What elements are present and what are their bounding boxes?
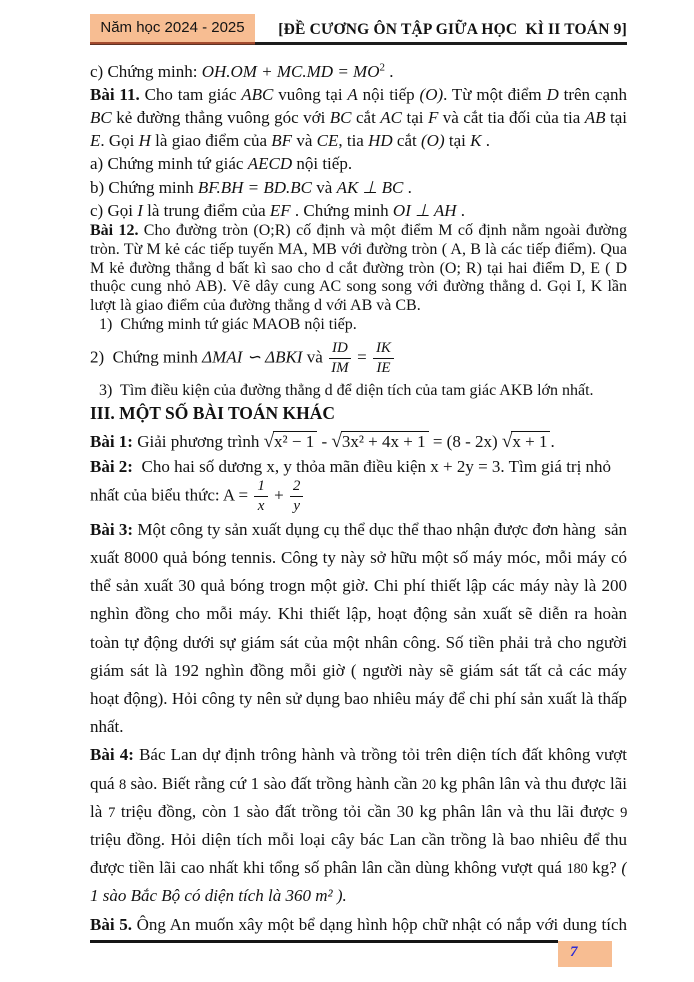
text-run: ABC: [241, 85, 274, 105]
text-run: Cho tam giác: [139, 85, 242, 105]
sqrt-expression: [331, 432, 428, 451]
bai-11-a: [90, 152, 627, 175]
text-run: là giao điểm của: [150, 131, 272, 151]
bai-12-item-2: [90, 335, 627, 382]
fraction-denominator: y: [293, 498, 300, 515]
fraction-numerator: IK: [373, 340, 394, 359]
text-run: 180: [566, 861, 588, 878]
text-run: =: [352, 347, 371, 367]
bai-11-c: [90, 199, 627, 222]
radical-icon: √: [263, 431, 275, 453]
text-run: kg phân lân và thu được lãi là: [90, 773, 627, 821]
text-run: OH.OM + MC.MD = MO: [201, 62, 380, 81]
text-run: . Từ một điểm: [443, 85, 547, 105]
bai-12: [90, 222, 627, 316]
radicand: 3x² + 4x + 1: [341, 431, 429, 451]
sqrt-expression: [502, 432, 551, 451]
text-run: . Gọi: [100, 131, 139, 151]
text-run: ΔMAI ∽ ΔBKI: [202, 347, 303, 367]
header-rule: [90, 42, 627, 45]
text-run: trên cạnh: [558, 85, 627, 105]
text-run: AB: [584, 108, 606, 128]
text-run: c) Chứng minh:: [90, 62, 202, 81]
text-run: ( 1 sào Bắc Bộ có diện tích là 360 m² ).: [90, 858, 627, 906]
school-year-highlight: [90, 14, 255, 42]
text-run: Cho đường tròn (O;R) cố định và một điểm M cố định nằm ngoài đường tròn. Từ M kẻ các tiếp tuyến MA, MB với đường tròn ( A, B là các tiếp điểm). Qua M kẻ đường thẳng d bất kì sao cho d cắt đường tròn (O; R) tại hai điểm D, E ( D thuộc cung nhỏ AB). Vẽ dây cung AC song song với đường thẳng d. Gọi I, K lần lượt là giao điểm của đường thẳng d với AB và CB.: [90, 221, 627, 315]
text-run: và cắt tia đối của tia: [438, 108, 585, 128]
bai-5: [90, 911, 627, 934]
line-c-chung-minh: [90, 60, 627, 83]
school-year-label: Năm học 2024 - 2025: [100, 19, 245, 36]
text-run: nội tiếp: [357, 85, 420, 105]
sqrt-expression: [264, 432, 318, 451]
text-run: III. MỘT SỐ BÀI TOÁN KHÁC: [90, 403, 336, 424]
document-title: [ĐỀ CƯƠNG ÔN TẬP GIỮA HỌC KÌ II TOÁN 9]: [278, 21, 627, 38]
text-run: Cho hai số dương x, y thỏa mãn điều kiện x + 2y = 3. Tìm giá trị nhỏ nhất của biểu thức: A =: [90, 457, 612, 505]
text-run: 7: [108, 804, 116, 821]
text-run: OI ⊥ AH: [392, 200, 457, 220]
text-run: AC: [380, 108, 402, 128]
text-run: tại: [605, 108, 627, 128]
text-run: kg?: [587, 858, 622, 878]
page-number-highlight: [558, 941, 612, 967]
text-run: 20: [421, 776, 436, 793]
text-run: .: [456, 200, 466, 220]
radicand: x + 1: [511, 431, 550, 451]
text-run: vuông tại: [273, 85, 348, 105]
section-iii-heading: [90, 400, 627, 429]
text-run: K: [470, 131, 482, 151]
text-run: F: [427, 108, 439, 128]
fraction: [329, 340, 351, 378]
page-header: [90, 14, 627, 50]
radicand: x² − 1: [273, 431, 317, 451]
text-run: tại: [402, 108, 428, 128]
text-run: và: [292, 131, 317, 151]
text-run: 8: [119, 776, 126, 793]
text-run: Bài 4:: [90, 745, 134, 765]
text-run: 3) Tìm điều kiện của đường thẳng d để diện tích của tam giác AKB lớn nhất.: [99, 381, 594, 399]
fraction: [290, 478, 304, 516]
document-body: [90, 60, 627, 934]
text-run: và: [312, 177, 337, 197]
text-run: c) Gọi: [90, 200, 138, 220]
text-run: và: [302, 347, 328, 367]
fraction-denominator: IE: [376, 360, 391, 377]
text-run: EF: [269, 200, 291, 220]
text-run: Bài 5.: [90, 914, 132, 934]
text-run: Bài 2:: [90, 457, 133, 477]
text-run: kẻ đường thẳng vuông góc với: [111, 108, 330, 128]
text-run: = (8 - 2x): [428, 432, 502, 452]
text-run: Bài 1:: [90, 432, 133, 452]
bai-1: [90, 429, 627, 455]
text-run: triệu đồng, còn 1 sào đất trồng tỏi cần 30 kg phân lân và thu lãi được: [115, 801, 621, 821]
text-run: Bài 11.: [90, 85, 140, 105]
text-run: nội tiếp.: [292, 154, 353, 174]
footer-rule: [90, 940, 558, 943]
text-run: .: [385, 62, 394, 81]
text-run: 1) Chứng minh tứ giác MAOB nội tiếp.: [99, 316, 357, 334]
page-number: 7: [570, 944, 578, 960]
fraction-numerator: ID: [329, 340, 351, 359]
text-run: Bài 12.: [90, 221, 139, 239]
text-run: AK ⊥ BC: [336, 177, 404, 197]
text-run: (O): [419, 85, 444, 105]
text-run: .: [403, 177, 412, 197]
text-run: . Chứng minh: [290, 200, 393, 220]
fraction: [254, 478, 268, 516]
text-run: .: [550, 432, 555, 452]
text-run: .: [481, 131, 490, 151]
bai-12-item-3: [90, 382, 627, 401]
text-run: 2: [379, 61, 385, 74]
text-run: cắt: [392, 131, 421, 151]
text-run: Bác Lan dự định trông hành và trồng tỏi trên diện tích đất không vượt quá: [90, 745, 627, 793]
bai-12-item-1: [90, 316, 627, 335]
bai-4: [90, 741, 627, 910]
bai-11-b: [90, 176, 627, 199]
fraction-numerator: 2: [290, 478, 304, 497]
fraction-denominator: x: [257, 498, 265, 515]
fraction-numerator: 1: [254, 478, 268, 497]
text-run: E: [90, 131, 101, 151]
bai-3: [90, 516, 627, 742]
text-run: A: [347, 85, 358, 105]
text-run: -: [317, 432, 332, 452]
text-run: 9: [620, 804, 627, 821]
radical-icon: √: [501, 431, 513, 453]
bai-2: [90, 455, 627, 516]
text-run: 2) Chứng minh: [90, 347, 203, 367]
text-run: Một công ty sản xuất dụng cụ thể dục thể thao nhận được đơn hàng sản xuất 8000 quả bóng tennis. Công ty này sở hữu một số máy móc, mỗi máy có thể sản xuất 30 quả bóng trogn một giờ. Chi phí thiết lập các máy này là 200 nghìn đồng cho mỗi máy. Khi thiết lập, hoạt động sản xuất sẽ diễn ra hoàn toàn tự động dưới sự giám sát của một nhân công. Số tiền phải trả cho người giám sát là 192 nghìn đồng mỗi giờ ( người này sẽ giám sát tất cả các máy hoạt động). Hỏi công ty nên sử dụng bao nhiêu máy để chi phí sản xuất là thấp nhất.: [90, 519, 627, 737]
text-run: Ông An muốn xây một bể dạng hình hộp chữ nhật có nắp với dung tích: [131, 914, 627, 934]
text-run: BC: [329, 108, 352, 128]
text-run: (O): [421, 131, 445, 151]
text-run: Giải phương trình: [132, 432, 264, 452]
text-run: a) Chứng minh tứ giác: [90, 154, 248, 174]
text-run: CE: [316, 131, 339, 151]
text-run: BF: [271, 131, 293, 151]
text-run: HD: [368, 131, 393, 151]
text-run: I: [137, 200, 143, 220]
text-run: AECD: [247, 154, 293, 174]
text-run: sào. Biết rằng cứ 1 sào đất trồng hành cần: [125, 773, 422, 793]
text-run: BF.BH = BD.BC: [197, 177, 313, 197]
text-run: tại: [444, 131, 471, 151]
fraction: [373, 340, 394, 378]
text-run: BC: [90, 108, 112, 128]
text-run: , tia: [338, 131, 369, 151]
fraction-denominator: IM: [331, 360, 349, 377]
text-run: Bài 3:: [90, 519, 134, 539]
text-run: triệu đồng. Hỏi diện tích mỗi loại cây bác Lan cần trồng là bao nhiêu để thu được tiền lãi cao nhất khi tổng số phân lân cần dùng không vượt quá: [90, 830, 627, 878]
text-run: cắt: [351, 108, 381, 128]
radical-icon: √: [331, 431, 342, 453]
text-run: là trung điểm của: [142, 200, 270, 220]
text-run: H: [138, 131, 151, 151]
text-run: +: [269, 485, 288, 505]
text-run: b) Chứng minh: [90, 177, 198, 197]
text-run: D: [546, 85, 559, 105]
bai-11: [90, 83, 627, 152]
